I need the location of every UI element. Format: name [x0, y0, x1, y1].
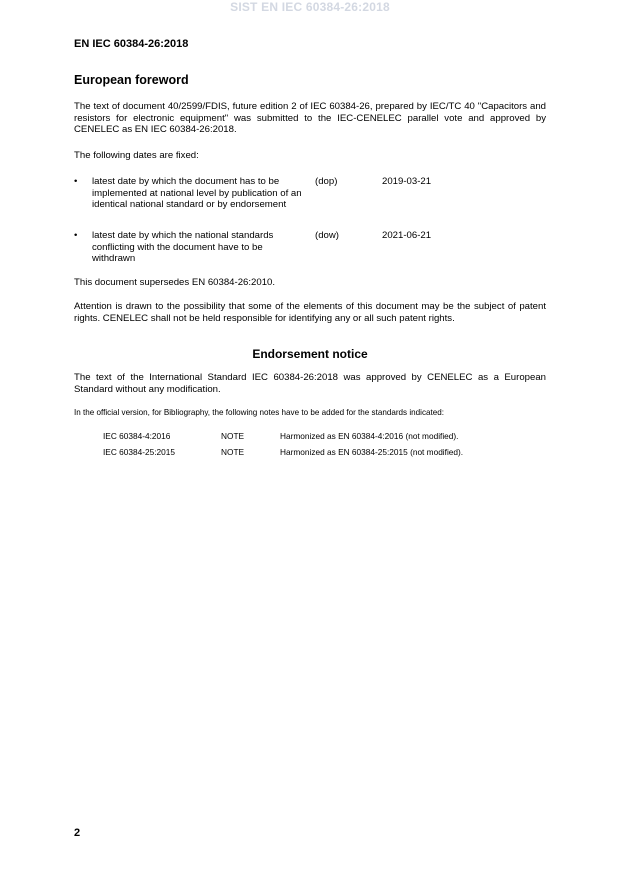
note-kind: NOTE — [221, 431, 245, 441]
european-foreword-heading: European foreword — [74, 73, 189, 87]
dates-intro-paragraph: The following dates are fixed: — [74, 150, 199, 161]
note-standard: IEC 60384-4:2016 — [103, 431, 171, 441]
endorsement-paragraph: The text of the International Standard IEC 60384-26:2018 was approved by CENELEC as a European Standard without any modification. — [74, 372, 546, 395]
supersedes-paragraph: This document supersedes EN 60384-26:2010. — [74, 277, 276, 288]
foreword-intro-paragraph: The text of document 40/2599/FDIS, future edition 2 of IEC 60384-26, prepared by IEC/TC 40 "Capacitors and resistors for electronic equipment" was submitted to the IEC-CENELEC parallel vote and approved by CENELEC as EN IEC 60384-26:2018. — [74, 101, 546, 135]
date-item-value: 2021-06-21 — [382, 230, 432, 241]
note-standard: IEC 60384-25:2015 — [103, 447, 175, 457]
note-text: Harmonized as EN 60384-4:2016 (not modified). — [280, 431, 459, 441]
note-text: Harmonized as EN 60384-25:2015 (not modified). — [280, 447, 464, 457]
endorsement-notice-heading: Endorsement notice — [252, 347, 368, 361]
date-item-value: 2019-03-21 — [382, 176, 432, 187]
date-item-description: latest date by which the document has to be implemented at national level by publication of an identical national standard or by endorsement — [92, 176, 302, 210]
page-number: 2 — [74, 827, 81, 839]
document-id-header: EN IEC 60384-26:2018 — [74, 38, 189, 50]
patent-attention-paragraph: Attention is drawn to the possibility that some of the elements of this document may be the subject of patent rights. CENELEC shall not be held responsible for identifying any or all such patent rights. — [74, 301, 546, 324]
date-item-abbreviation: (dow) — [315, 230, 339, 241]
date-item-description: latest date by which the national standards conflicting with the document have to be withdrawn — [92, 230, 274, 264]
note-kind: NOTE — [221, 447, 245, 457]
watermark: SIST EN IEC 60384-26:2018 — [230, 0, 390, 14]
bibliography-notes-intro: In the official version, for Bibliography, the following notes have to be added for the standards indicated: — [74, 408, 444, 417]
bullet-icon: • — [74, 230, 78, 241]
date-item-abbreviation: (dop) — [315, 176, 338, 187]
bullet-icon: • — [74, 176, 78, 187]
